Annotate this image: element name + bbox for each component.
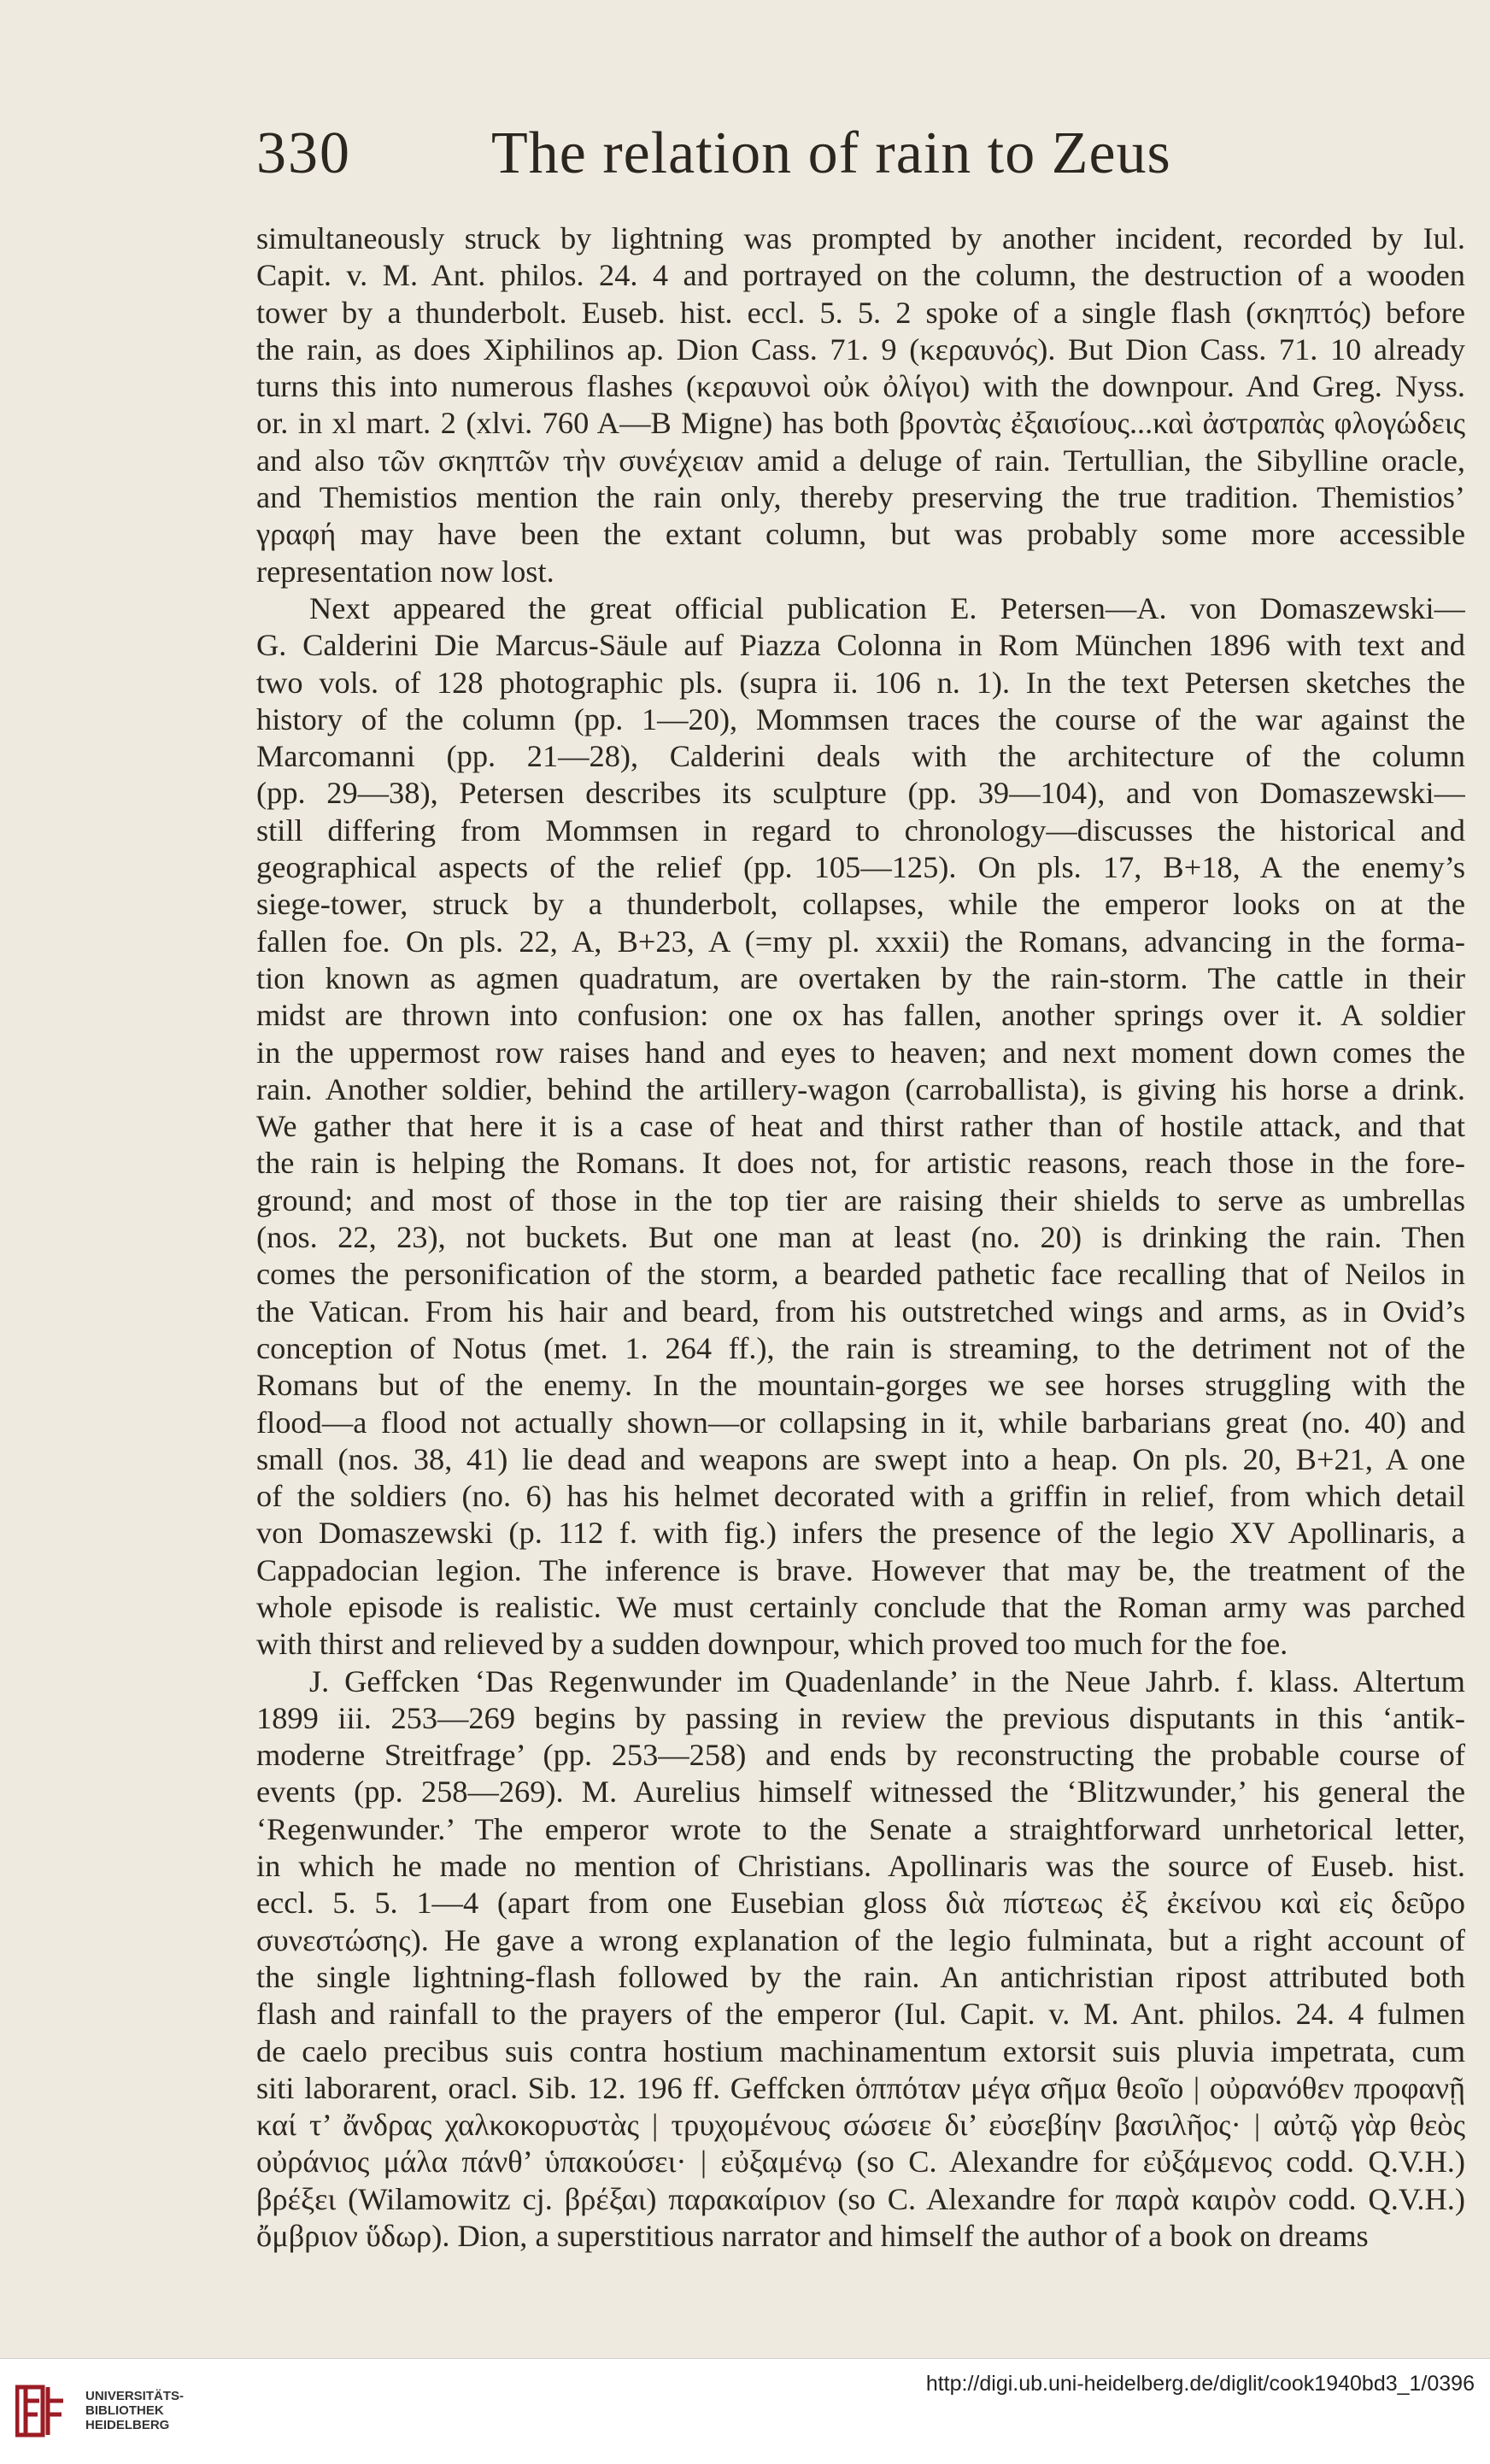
text-line: comes the personification of the storm, a bearded pathetic face recalling that of Neilos in xyxy=(256,1257,1465,1292)
text-line: events (pp. 258—269). M. Aurelius himself witnessed the ‘Blitzwunder,’ his general the xyxy=(256,1775,1465,1810)
text-line: small (nos. 38, 41) lie dead and weapons are swept into a heap. On pls. 20, B+21, A one xyxy=(256,1441,1465,1476)
text-line: We gather that here it is a case of heat and thirst rather than of hostile attack, and that xyxy=(256,1109,1465,1144)
text-line: siege-tower, struck by a thunderbolt, collapses, while the emperor looks on at the xyxy=(256,887,1465,922)
text-line: συνεστώσης). He gave a wrong explanation of the legio fulminata, but a right account of xyxy=(256,1922,1465,1957)
text-line: tion known as agmen quadratum, are overtaken by the rain-storm. The cattle in their xyxy=(256,960,1465,995)
text-line: of the soldiers (no. 6) has his helmet decorated with a griffin in relief, from which detail xyxy=(256,1479,1465,1514)
text-line: turns this into numerous flashes (κεραυνοὶ οὐκ ὀλίγοι) with the downpour. And Greg. Nyss. xyxy=(256,369,1465,404)
paragraph xyxy=(256,1663,1465,2256)
text-line: flood—a flood not actually shown—or collapsing in it, while barbarians great (no. 40) and xyxy=(256,1405,1465,1440)
text-line: still differing from Mommsen in regard to chronology—discusses the historical and xyxy=(256,813,1465,848)
text-line: representation now lost. xyxy=(256,554,554,589)
library-name-line: BIBLIOTHEK xyxy=(85,2403,164,2418)
text-line: simultaneously struck by lightning was prompted by another incident, recorded by Iul. xyxy=(256,221,1465,255)
text-line: midst are thrown into confusion: one ox has fallen, another springs over it. A soldier xyxy=(256,998,1465,1033)
text-line: ‘Regenwunder.’ The emperor wrote to the Senate a straightforward unrhetorical letter, xyxy=(256,1811,1465,1846)
text-line: the rain is helping the Romans. It does not, for artistic reasons, reach those in the fore- xyxy=(256,1146,1465,1181)
text-line: eccl. 5. 5. 1—4 (apart from one Eusebian gloss διὰ πίστεως ἐξ ἐκείνου καὶ εἰς δεῦρο xyxy=(256,1886,1465,1921)
text-line: conception of Notus (met. 1. 264 ff.), the rain is streaming, to the detriment not of the xyxy=(256,1330,1465,1365)
text-line: in the uppermost row raises hand and eyes to heaven; and next moment down comes the xyxy=(256,1035,1465,1070)
library-name xyxy=(85,2389,184,2432)
text-line: the Vatican. From his hair and beard, from his outstretched wings and arms, as in Ovid’s xyxy=(256,1294,1465,1329)
text-line: rain. Another soldier, behind the artillery-wagon (carroballista), is giving his horse a drink. xyxy=(256,1071,1465,1106)
text-line: Romans but of the enemy. In the mountain-gorges we see horses struggling with the xyxy=(256,1368,1465,1403)
text-line: flash and rainfall to the prayers of the emperor (Iul. Capit. v. M. Ant. philos. 24. 4 fulmen xyxy=(256,1997,1465,2032)
text-line: 1899 iii. 253—269 begins by passing in review the previous disputants in this ‘antik- xyxy=(256,1700,1465,1735)
paragraph xyxy=(256,590,1465,1663)
text-line: and Themistios mention the rain only, thereby preserving the true tradition. Themistios’ xyxy=(256,480,1465,515)
text-line: ὄμβριον ὕδωρ). Dion, a superstitious narrator and himself the author of a book on dreams xyxy=(256,2219,1369,2254)
page-header xyxy=(256,115,1469,192)
text-line: ground; and most of those in the top tier are raising their shields to serve as umbrellas xyxy=(256,1182,1465,1217)
text-line: (pp. 29—38), Petersen describes its sculpture (pp. 39—104), and von Domaszewski— xyxy=(256,776,1465,811)
text-line: (nos. 22, 23), not buckets. But one man at least (no. 20) is drinking the rain. Then xyxy=(256,1220,1465,1255)
text-line: geographical aspects of the relief (pp. 105—125). On pls. 17, B+18, A the enemy’s xyxy=(256,850,1465,885)
text-line: moderne Streitfrage’ (pp. 253—258) and ends by reconstructing the probable course of xyxy=(256,1738,1465,1773)
text-line: siti laborarent, oracl. Sib. 12. 196 ff. Geffcken ὁππόταν μέγα σῆμα θεοῖο | οὐρανόθεν προφανῇ xyxy=(256,2070,1465,2105)
library-name-line: UNIVERSITÄTS- xyxy=(85,2389,185,2403)
text-line: with thirst and relieved by a sudden downpour, which proved too much for the foe. xyxy=(256,1627,1288,1662)
text-line: βρέξει (Wilamowitz cj. βρέξαι) παρακαίριον (so C. Alexandre for παρὰ καιρὸν codd. Q.V.H.) xyxy=(256,2181,1465,2216)
text-line: whole episode is realistic. We must certainly conclude that the Roman army was parched xyxy=(256,1589,1465,1624)
text-line: the rain, as does Xiphilinos ap. Dion Cass. 71. 9 (κεραυνός). But Dion Cass. 71. 10 already xyxy=(256,331,1465,367)
text-line: two vols. of 128 photographic pls. (supra ii. 106 n. 1). In the text Petersen sketches the xyxy=(256,665,1465,700)
text-line: fallen foe. On pls. 22, A, B+23, A (=my pl. xxxii) the Romans, advancing in the forma- xyxy=(256,924,1465,959)
text-line: Capit. v. M. Ant. philos. 24. 4 and portrayed on the column, the destruction of a wooden xyxy=(256,258,1465,293)
text-line: Cappadocian legion. The inference is brave. However that may be, the treatment of the xyxy=(256,1552,1465,1587)
text-line: tower by a thunderbolt. Euseb. hist. eccl. 5. 5. 2 spoke of a single flash (σκηπτός) before xyxy=(256,295,1465,330)
text-line: history of the column (pp. 1—20), Mommsen traces the course of the war against the xyxy=(256,701,1465,736)
text-line: in which he made no mention of Christians. Apollinaris was the source of Euseb. hist. xyxy=(256,1849,1465,1884)
library-name-line: HEIDELBERG xyxy=(85,2418,170,2432)
text-line: J. Geffcken ‘Das Regenwunder im Quadenlande’ in the Neue Jahrb. f. klass. Altertum xyxy=(309,1663,1465,1698)
text-line: G. Calderini Die Marcus-Säule auf Piazza Colonna in Rom München 1896 with text and xyxy=(256,628,1465,663)
text-line: or. in xl mart. 2 (xlvi. 760 A—B Migne) has both βροντὰς ἐξαισίους...καὶ ἀστραπὰς φλογώδεις xyxy=(256,406,1465,441)
text-line: γραφή may have been the extant column, but was probably some more accessible xyxy=(256,517,1465,552)
text-line: and also τῶν σκηπτῶν τὴν συνέχειαν amid a deluge of rain. Tertullian, the Sibylline oracle, xyxy=(256,443,1465,478)
text-line: de caelo precibus suis contra hostium machinamentum extorsit suis pluvia impetrata, cum xyxy=(256,2033,1465,2068)
text-line: οὐράνιος μάλα πάνθ’ ὑπακούσει· | εὐξαμένῳ (so C. Alexandre for εὐξάμενος codd. Q.V.H.) xyxy=(256,2144,1465,2179)
text-line: the single lightning-flash followed by the rain. An antichristian ripost attributed both xyxy=(256,1959,1465,1994)
text-line: καί τ’ ἄνδρας χαλκοκορυστὰς | τρυχομένους σώσειε δι’ εὐσεβίην βασιλῆος· | αὐτῷ γὰρ θεὸς xyxy=(256,2108,1465,2143)
page-number: 330 xyxy=(256,120,351,186)
body-text xyxy=(256,220,1465,2255)
heidelberg-library-logo-icon xyxy=(15,2384,77,2438)
text-line: Marcomanni (pp. 21—28), Calderini deals with the architecture of the column xyxy=(256,739,1465,774)
paragraph xyxy=(256,220,1465,590)
running-title: The relation of rain to Zeus xyxy=(491,120,1171,186)
text-line: von Domaszewski (p. 112 f. with fig.) infers the presence of the legio XV Apollinaris, a xyxy=(256,1516,1465,1551)
permalink-url[interactable]: http://digi.ub.uni-heidelberg.de/diglit/cook1940bd3_1/0396 xyxy=(925,2372,1475,2396)
text-line: Next appeared the great official publication E. Petersen—A. von Domaszewski— xyxy=(309,590,1465,625)
